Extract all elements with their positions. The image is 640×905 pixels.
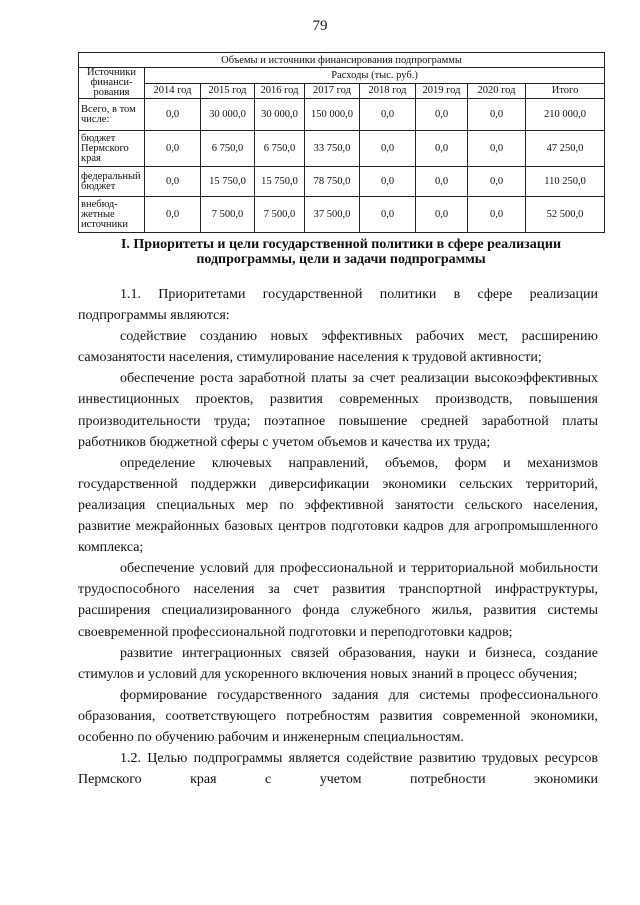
paragraph: 1.1. Приоритетами государственной политики в сфере реализации подпрограммы являются: (78, 287, 598, 324)
financing-table (78, 52, 605, 233)
row-source: бюджет Пермского края (79, 131, 145, 167)
cell-value: 6 750,0 (201, 131, 255, 167)
cell-value: 0,0 (468, 167, 526, 197)
table-row (79, 197, 605, 233)
cell-value: 0,0 (145, 131, 201, 167)
cell-value: 0,0 (468, 197, 526, 233)
cell-value: 33 750,0 (305, 131, 360, 167)
table-row (79, 131, 605, 167)
page-number: 79 (312, 18, 328, 34)
cell-value: 0,0 (468, 131, 526, 167)
cell-total: 110 250,0 (526, 167, 605, 197)
table-row (79, 99, 605, 131)
body-text (78, 284, 598, 790)
cell-value: 0,0 (360, 197, 416, 233)
cell-value: 0,0 (416, 99, 468, 131)
table-caption-row (79, 53, 605, 68)
year-header: 2018 год (360, 83, 416, 99)
cell-value: 30 000,0 (201, 99, 255, 131)
year-header: 2020 год (468, 83, 526, 99)
table-header-row (79, 68, 605, 84)
paragraph: определение ключевых направлений, объемов, форм и механизмов государственной поддержки диверсификации экономики сельских территорий, реализация специальных мер по эффективной занятости сельского населения, развитие межрайонных базовых центров подготовки кадров для агропромышленного комплекса; (78, 455, 598, 556)
cell-value: 0,0 (416, 197, 468, 233)
cell-value: 0,0 (145, 167, 201, 197)
year-header: 2015 год (201, 83, 255, 99)
cell-value: 7 500,0 (201, 197, 255, 233)
paragraph: формирование государственного задания для системы профессионального образования, соответствующего потребностям развития современной экономики, особенно по обучению рабочим и инженерным специальностям. (78, 687, 598, 745)
paragraph: содействие созданию новых эффективных рабочих мест, расширению самозанятости населения, стимулирование населения к трудовой активности; (78, 329, 598, 366)
cell-total: 47 250,0 (526, 131, 605, 167)
paragraph: обеспечение условий для профессиональной и территориальной мобильности трудоспособного населения за счет развития транспортной инфраструктуры, расширения специализированного фонда служебного жилья, развития системы своевременной профессиональной подготовки и переподготовки кадров; (78, 561, 598, 640)
expenses-header: Расходы (тыс. руб.) (145, 68, 605, 84)
year-header: 2019 год (416, 83, 468, 99)
paragraph: развитие интеграционных связей образования, науки и бизнеса, создание стимулов и условий для ускоренного включения новых знаний в процесс обучения; (78, 645, 598, 682)
row-source: внебюд- жетные источники (79, 197, 145, 233)
cell-value: 30 000,0 (255, 99, 305, 131)
cell-value: 37 500,0 (305, 197, 360, 233)
table-row (79, 167, 605, 197)
source-header: Источники финанси- рования (79, 68, 145, 99)
cell-value: 15 750,0 (255, 167, 305, 197)
cell-value: 78 750,0 (305, 167, 360, 197)
cell-value: 0,0 (360, 99, 416, 131)
cell-value: 0,0 (360, 131, 416, 167)
paragraph: 1.2. Целью подпрограммы является содействие развитию трудовых ресурсов Пермского края с учетом потребности экономики (78, 751, 598, 788)
row-source: Всего, в том числе: (79, 99, 145, 131)
cell-total: 210 000,0 (526, 99, 605, 131)
cell-value: 6 750,0 (255, 131, 305, 167)
cell-value: 0,0 (416, 131, 468, 167)
year-header: 2014 год (145, 83, 201, 99)
row-source: федеральный бюджет (79, 167, 145, 197)
cell-total: 52 500,0 (526, 197, 605, 233)
cell-value: 0,0 (468, 99, 526, 131)
paragraph: обеспечение роста заработной платы за счет реализации высокоэффективных инвестиционных проектов, развития современных производств, повышения производительности труда; поэтапное повышение средней заработной платы работников бюджетной сферы с учетом объемов и качества их труда; (78, 371, 598, 450)
cell-value: 150 000,0 (305, 99, 360, 131)
year-header: 2017 год (305, 83, 360, 99)
cell-value: 7 500,0 (255, 197, 305, 233)
cell-value: 15 750,0 (201, 167, 255, 197)
cell-value: 0,0 (360, 167, 416, 197)
table-caption: Объемы и источники финансирования подпрограммы (79, 53, 605, 68)
cell-value: 0,0 (416, 167, 468, 197)
section-title: I. Приоритеты и цели государственной политики в сфере реализации подпрограммы, цели и задачи подпрограммы (120, 237, 562, 267)
cell-value: 0,0 (145, 197, 201, 233)
years-header-row (79, 83, 605, 99)
total-header: Итого (526, 83, 605, 99)
year-header: 2016 год (255, 83, 305, 99)
cell-value: 0,0 (145, 99, 201, 131)
